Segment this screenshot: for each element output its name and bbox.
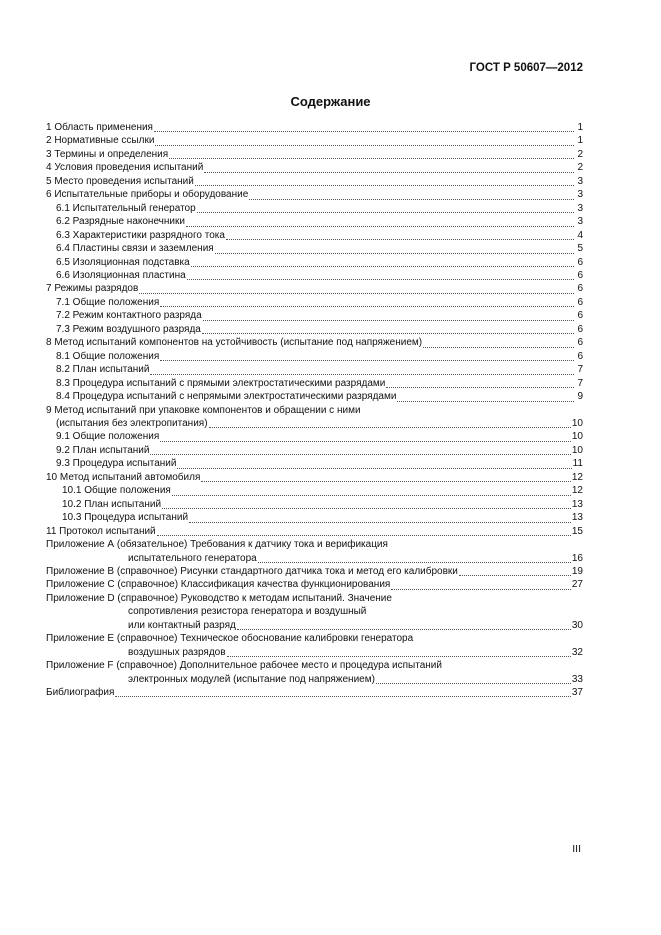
toc-entry-title: Приложение А (обязательное) Требования к датчику тока и верификация: [46, 539, 388, 551]
dot-leader: [172, 483, 571, 496]
toc-entry-page: 6: [577, 323, 583, 335]
toc-entry-page: 15: [571, 525, 583, 537]
toc-entry-page: 30: [571, 619, 583, 631]
toc-entry-page: 12: [571, 471, 583, 483]
toc-entry-title: Приложение D (справочное) Руководство к методам испытаний. Значение: [46, 592, 392, 604]
dot-leader: [391, 577, 571, 590]
toc-entry-title: 11 Протокол испытаний: [46, 525, 156, 537]
toc-entry-page: 13: [571, 498, 583, 510]
toc-entry-page: 3: [577, 189, 583, 201]
toc-entry-page: 27: [571, 579, 583, 591]
toc-entry-page: 3: [577, 202, 583, 214]
dot-leader: [150, 362, 574, 375]
dot-leader: [459, 563, 571, 576]
toc-entry-page: 4: [577, 229, 583, 241]
toc-entry-title: 9.1 Общие положения: [56, 431, 160, 443]
page-number: III: [572, 843, 581, 855]
toc-entry-title: Приложение Е (справочное) Техническое обоснование калибровки генератора: [46, 633, 414, 645]
toc-entry-page: 2: [577, 162, 583, 174]
dot-leader: [237, 617, 571, 630]
toc-entry-title: 7 Режимы разрядов: [46, 283, 139, 295]
toc-entry-title: 6.5 Изоляционная подставка: [56, 256, 190, 268]
toc-entry-title: 1 Область применения: [46, 122, 153, 133]
toc-entry-page: 9: [577, 391, 583, 403]
toc-entry-page: 33: [571, 673, 583, 685]
dot-leader: [155, 133, 574, 146]
toc-entry-title: 8.1 Общие положения: [56, 350, 160, 362]
toc-entry-title: или контактный разряд: [128, 619, 236, 631]
toc-entry-title: 7.1 Общие положения: [56, 296, 160, 308]
toc-entry-page: 7: [577, 377, 583, 389]
toc-entry-page: 19: [571, 565, 583, 577]
toc-entry-page: 13: [571, 512, 583, 524]
toc-entry-title: 4 Условия проведения испытаний: [46, 162, 204, 174]
dot-leader: [160, 429, 571, 442]
toc-entry-title: 6.1 Испытательный генератор: [56, 202, 196, 214]
dot-leader: [423, 335, 574, 348]
toc-entry-title: 7.2 Режим контактного разряда: [56, 310, 202, 322]
dot-leader: [258, 550, 571, 563]
toc-entry-title: 10.1 Общие положения: [62, 485, 171, 497]
toc-entry-title: 9.3 Процедура испытаний: [56, 458, 177, 470]
toc-entry-page: 5: [577, 243, 583, 255]
dot-leader: [376, 671, 571, 684]
dot-leader: [197, 200, 574, 213]
toc-entry-title: испытательного генератора: [128, 552, 257, 564]
toc-entry-page: 11: [572, 458, 583, 470]
dot-leader: [191, 254, 574, 267]
toc-entry-title: (испытания без электропитания): [56, 417, 208, 429]
dot-leader: [162, 496, 571, 509]
dot-leader: [202, 321, 574, 334]
toc-entry-page: 7: [577, 364, 583, 376]
toc-entry-page: 6: [577, 269, 583, 281]
toc-entry-title: сопротивления резистора генератора и воздушный: [128, 606, 367, 618]
dot-leader: [160, 294, 574, 307]
toc-entry-title: 6.3 Характеристики разрядного тока: [56, 229, 225, 241]
toc-entry[interactable]: [46, 619, 583, 632]
dot-leader: [226, 227, 574, 240]
dot-leader: [177, 456, 571, 469]
toc-entry-title: 8 Метод испытаний компонентов на устойчивость (испытание под напряжением): [46, 337, 423, 349]
dot-leader: [157, 523, 571, 536]
toc-entry-title: 8.3 Процедура испытаний с прямыми электростатическими разрядами: [56, 377, 386, 389]
toc-entry-title: 8.4 Процедура испытаний с непрямыми электростатическими разрядами: [56, 391, 397, 403]
toc-entry-title: воздушных разрядов: [128, 646, 226, 658]
toc-entry-page: 6: [577, 350, 583, 362]
toc-entry-title: 7.3 Режим воздушного разряда: [56, 323, 201, 335]
toc-entry-page: 10: [571, 431, 583, 443]
dot-leader: [189, 510, 571, 523]
toc-entry-title: 6.6 Изоляционная пластина: [56, 269, 186, 281]
dot-leader: [160, 348, 574, 361]
toc-entry-title: Приложение С (справочное) Классификация качества функционирования: [46, 579, 391, 591]
toc-entry-page: 3: [577, 175, 583, 187]
toc-entry-page: 1: [577, 135, 583, 147]
toc-entry-title: 10 Метод испытаний автомобиля: [46, 471, 201, 483]
toc-entry-title: 6.2 Разрядные наконечники: [56, 216, 185, 228]
toc-entry-page: 16: [571, 552, 583, 564]
toc-entry-title: Приложение F (справочное) Дополнительное рабочее место и процедура испытаний: [46, 660, 442, 672]
toc-entry[interactable]: [46, 592, 583, 605]
dot-leader: [115, 684, 570, 697]
toc-entry-page: 6: [577, 310, 583, 322]
document-code: ГОСТ Р 50607—2012: [469, 62, 583, 74]
toc-entry-page: 6: [577, 256, 583, 268]
toc-entry-title: 2 Нормативные ссылки: [46, 135, 155, 147]
toc-entry[interactable]: [46, 390, 583, 403]
dot-leader: [195, 173, 574, 186]
toc-entry-page: 6: [577, 337, 583, 349]
toc-entry-page: 10: [571, 417, 583, 429]
toc-entry-title: 8.2 План испытаний: [56, 364, 150, 376]
table-of-contents: [46, 121, 583, 699]
toc-entry-page: 1: [577, 122, 583, 133]
toc-entry[interactable]: [46, 578, 583, 591]
toc-entry-page: 6: [577, 296, 583, 308]
toc-entry-title: Приложение В (справочное) Рисунки стандартного датчика тока и метод его калибровки: [46, 565, 458, 577]
dot-leader: [227, 644, 571, 657]
toc-entry-title: электронных модулей (испытание под напряжением): [128, 673, 375, 685]
toc-entry-title: 10.3 Процедура испытаний: [62, 512, 189, 524]
toc-entry[interactable]: [46, 686, 583, 699]
toc-entry[interactable]: [46, 646, 583, 659]
toc-entry-title: 10.2 План испытаний: [62, 498, 162, 510]
page-title: Содержание: [290, 94, 371, 109]
dot-leader: [139, 281, 574, 294]
dot-leader: [203, 308, 574, 321]
toc-entry-page: 37: [571, 687, 583, 699]
toc-entry-title: 9.2 План испытаний: [56, 444, 150, 456]
toc-entry-page: 2: [577, 148, 583, 160]
dot-leader: [186, 214, 574, 227]
toc-entry-page: 12: [571, 485, 583, 497]
dot-leader: [150, 442, 570, 455]
toc-entry-page: 10: [571, 444, 583, 456]
dot-leader: [204, 160, 574, 173]
dot-leader: [249, 187, 574, 200]
toc-entry-title: 6 Испытательные приборы и оборудование: [46, 189, 249, 201]
dot-leader: [154, 119, 574, 132]
toc-entry-title: 3 Термины и определения: [46, 148, 169, 160]
dot-leader: [201, 469, 571, 482]
dot-leader: [397, 389, 574, 402]
toc-entry-page: 32: [571, 646, 583, 658]
toc-entry-title: 9 Метод испытаний при упаковке компонентов и обращении с ними: [46, 404, 361, 416]
toc-entry-title: Библиография: [46, 687, 115, 699]
toc-entry[interactable]: [46, 525, 583, 538]
dot-leader: [215, 241, 574, 254]
toc-entry-page: 6: [577, 283, 583, 295]
toc-entry-page: 3: [577, 216, 583, 228]
toc-entry-title: 6.4 Пластины связи и заземления: [56, 243, 214, 255]
dot-leader: [386, 375, 574, 388]
dot-leader: [169, 146, 574, 159]
toc-entry-title: 5 Место проведения испытаний: [46, 175, 194, 187]
dot-leader: [209, 415, 571, 428]
dot-leader: [187, 267, 574, 280]
